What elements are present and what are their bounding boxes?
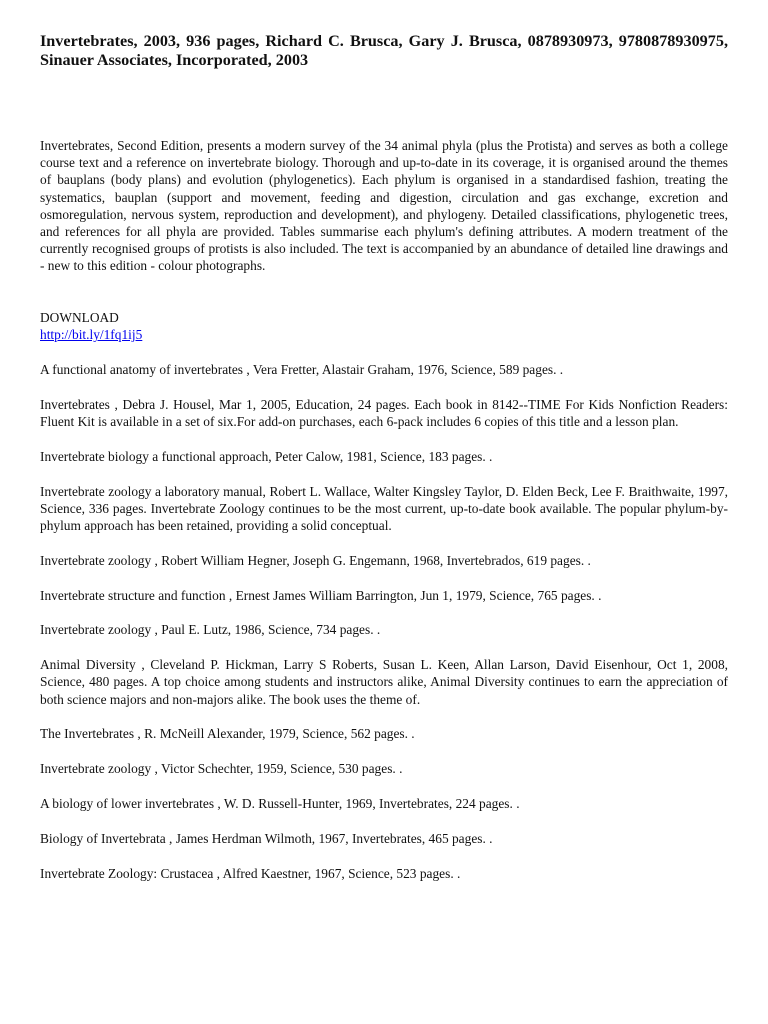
list-item: Invertebrate biology a functional approach, Peter Calow, 1981, Science, 183 pages. . bbox=[40, 448, 493, 464]
list-item: Invertebrates , Debra J. Housel, Mar 1, 2005, Education, 24 pages. Each book in 8142--TIME For Kids Nonfiction Readers: Fluent Kit is available in a set of six.For add-on purchases, each 6-pack includes 6 copies of this title and a lesson plan. bbox=[40, 396, 728, 429]
list-item: Invertebrate zoology a laboratory manual, Robert L. Wallace, Walter Kingsley Taylor, D. Elden Beck, Lee F. Braithwaite, 1997, Science, 336 pages. Invertebrate Zoology continues to be the most current, up-to-date book available. The popular phylum-by-phylum approach has been retained, providing a solid conceptual. bbox=[40, 483, 728, 533]
download-link[interactable]: http://bit.ly/1fq1ij5 bbox=[40, 327, 143, 343]
list-item: Invertebrate zoology , Victor Schechter, 1959, Science, 530 pages. . bbox=[40, 761, 403, 777]
list-item: The Invertebrates , R. McNeill Alexander, 1979, Science, 562 pages. . bbox=[40, 726, 415, 742]
download-label: DOWNLOAD bbox=[40, 310, 119, 325]
list-item: A functional anatomy of invertebrates , Vera Fretter, Alastair Graham, 1976, Science, 589 pages. . bbox=[40, 362, 564, 377]
related-books-list bbox=[40, 361, 728, 899]
list-item: Animal Diversity , Cleveland P. Hickman, Larry S Roberts, Susan L. Keen, Allan Larson, David Eisenhour, Oct 1, 2008, Science, 480 pages. A top choice among students and instructors alike, Animal Diversity continues to earn the appreciation of both science majors and non-majors alike. The book uses the theme of. bbox=[40, 657, 728, 707]
list-item: Invertebrate zoology , Paul E. Lutz, 1986, Science, 734 pages. . bbox=[40, 622, 381, 638]
book-description: Invertebrates, Second Edition, presents a modern survey of the 34 animal phyla (plus the Protista) and serves as both a college course text and a reference on invertebrate biology. Thorough and up-to-date in its coverage, it is organised around the themes of bauplans (body plans) and evolution (phylogenetics). Each phylum is organised in a standardised fashion, treating the systematics, bauplan (support and movement, feeding and digestion, circulation and gas exchange, excretion and osmoregulation, nervous system, reproduction and development), and phylogeny. Detailed classifications, phylogenetic trees, and references for all phyla are provided. Tables summarise each phylum's defining attributes. A modern treatment of the currently recognised groups of protists is also included. The text is accompanied by an abundance of detailed line drawings and - new to this edition - colour photographs. bbox=[40, 138, 728, 274]
download-section bbox=[40, 309, 728, 343]
list-item: A biology of lower invertebrates , W. D. Russell-Hunter, 1969, Invertebrates, 224 pages. . bbox=[40, 795, 520, 811]
document-title: Invertebrates, 2003, 936 pages, Richard C. Brusca, Gary J. Brusca, 0878930973, 9780878930975, Sinauer Associates, Incorporated, 2003 bbox=[40, 32, 728, 69]
list-item: Invertebrate Zoology: Crustacea , Alfred Kaestner, 1967, Science, 523 pages. . bbox=[40, 865, 461, 881]
list-item: Biology of Invertebrata , James Herdman Wilmoth, 1967, Invertebrates, 465 pages. . bbox=[40, 830, 493, 846]
list-item: Invertebrate structure and function , Ernest James William Barrington, Jun 1, 1979, Science, 765 pages. . bbox=[40, 587, 602, 603]
list-item: Invertebrate zoology , Robert William Hegner, Joseph G. Engemann, 1968, Invertebrados, 619 pages. . bbox=[40, 552, 591, 568]
